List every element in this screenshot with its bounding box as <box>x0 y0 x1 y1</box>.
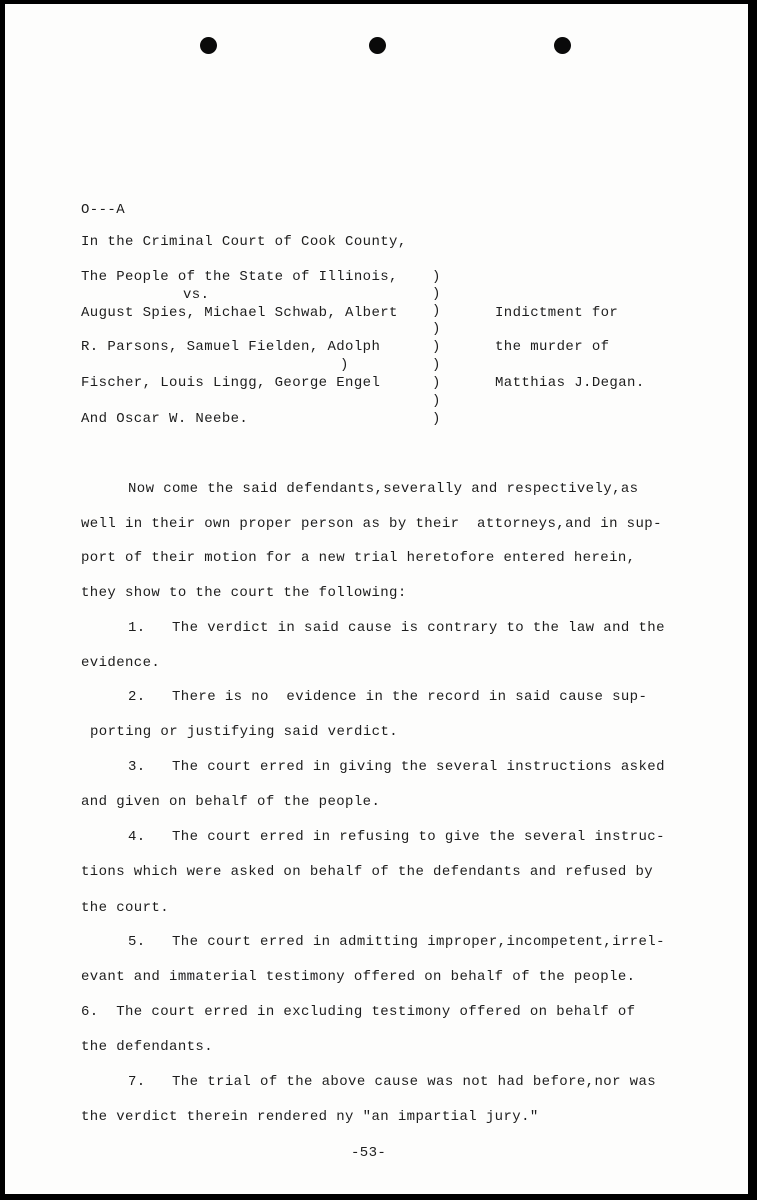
caption-title-line: the murder of <box>495 339 610 355</box>
file-code: O---A <box>81 202 126 218</box>
body-line: Now come the said defendants,severally and respectively,as <box>128 481 639 497</box>
caption-party-line: August Spies, Michael Schwab, Albert <box>81 305 398 321</box>
body-line: well in their own proper person as by their attorneys,and in sup- <box>81 516 662 532</box>
body-line: 4. The court erred in refusing to give the several instruc- <box>128 829 665 845</box>
body-line: 2. There is no evidence in the record in said cause sup- <box>128 689 648 705</box>
caption-paren: ) <box>340 357 349 373</box>
body-line: the defendants. <box>81 1039 214 1055</box>
body-line: 5. The court erred in admitting improper,incompetent,irrel- <box>128 934 665 950</box>
punch-hole <box>200 37 217 54</box>
caption-title-line: Matthias J.Degan. <box>495 375 645 391</box>
body-line: 1. The verdict in said cause is contrary to the law and the <box>128 620 665 636</box>
body-line: 7. The trial of the above cause was not had before,nor was <box>128 1074 657 1090</box>
body-line: 6. The court erred in excluding testimony offered on behalf of <box>81 1004 636 1020</box>
page-number: -53- <box>351 1145 387 1161</box>
caption-paren: ) <box>432 286 441 302</box>
caption-paren: ) <box>432 303 441 319</box>
punch-hole <box>369 37 386 54</box>
body-line: porting or justifying said verdict. <box>90 724 399 740</box>
punch-hole <box>554 37 571 54</box>
caption-paren: ) <box>432 375 441 391</box>
body-line: 3. The court erred in giving the several instructions asked <box>128 759 665 775</box>
caption-paren: ) <box>432 321 441 337</box>
body-line: evant and immaterial testimony offered on behalf of the people. <box>81 969 636 985</box>
caption-paren: ) <box>432 269 441 285</box>
body-line: evidence. <box>81 655 161 671</box>
caption-party-line: R. Parsons, Samuel Fielden, Adolph <box>81 339 381 355</box>
caption-paren: ) <box>432 393 441 409</box>
body-line: the court. <box>81 900 170 916</box>
body-line: port of their motion for a new trial heretofore entered herein, <box>81 550 636 566</box>
caption-party-line: The People of the State of Illinois, <box>81 269 398 285</box>
caption-vs: vs. <box>183 287 210 303</box>
caption-party-line: And Oscar W. Neebe. <box>81 411 249 427</box>
caption-paren: ) <box>432 411 441 427</box>
court-line: In the Criminal Court of Cook County, <box>81 234 407 250</box>
caption-party-line: Fischer, Louis Lingg, George Engel <box>81 375 381 391</box>
body-line: they show to the court the following: <box>81 585 407 601</box>
body-line: the verdict therein rendered ny "an impartial jury." <box>81 1109 539 1125</box>
caption-paren: ) <box>432 357 441 373</box>
body-line: tions which were asked on behalf of the defendants and refused by <box>81 864 654 880</box>
caption-paren: ) <box>432 339 441 355</box>
caption-title-line: Indictment for <box>495 305 619 321</box>
body-line: and given on behalf of the people. <box>81 794 381 810</box>
